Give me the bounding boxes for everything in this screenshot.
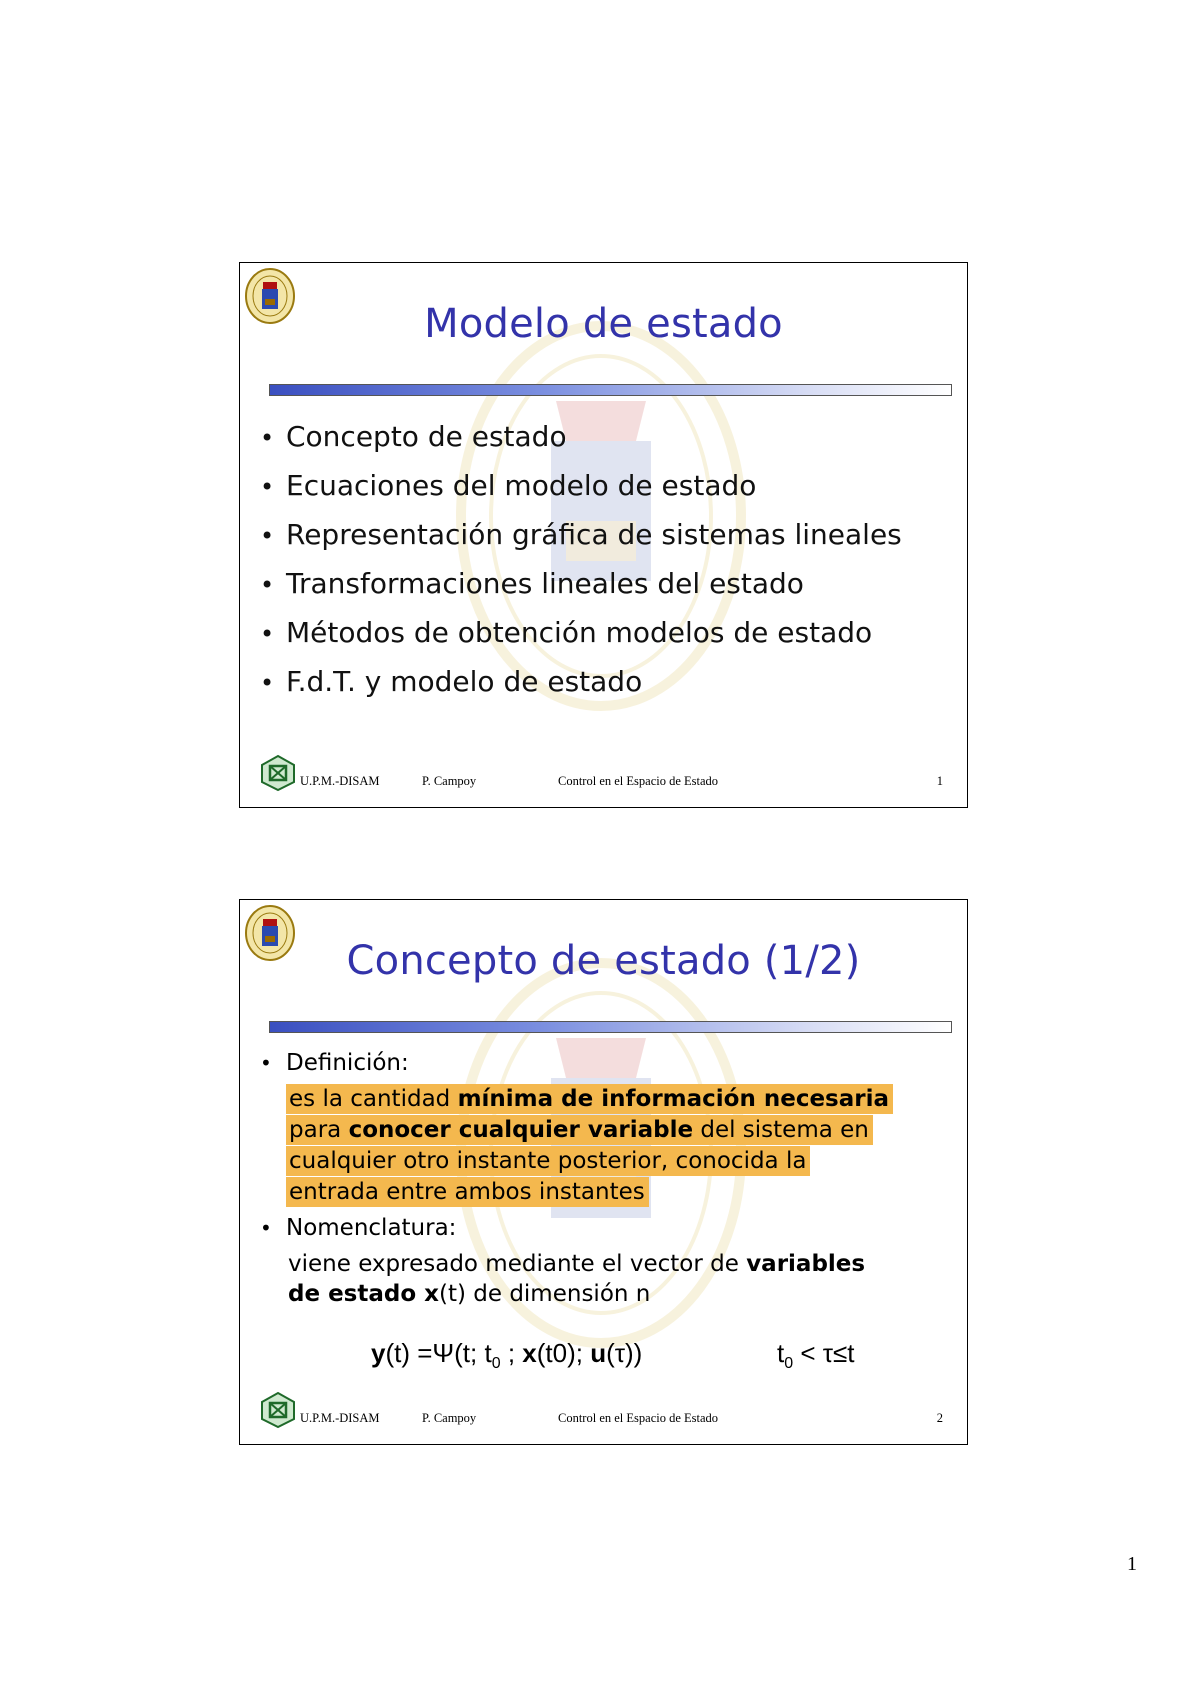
bullet-icon: • [260, 522, 275, 550]
footer-org: U.P.M.-DISAM [300, 1411, 380, 1425]
slide-1 [239, 262, 968, 808]
text-run: entrada entre ambos instantes [289, 1179, 645, 1205]
bullet-icon: • [260, 424, 275, 452]
footer-org: U.P.M.-DISAM [300, 774, 380, 788]
text-line [286, 1084, 893, 1114]
footer-page-number: 2 [936, 1411, 943, 1425]
text-run: es la cantidad [289, 1086, 458, 1112]
text-run: para [289, 1117, 349, 1143]
text-line [286, 1177, 649, 1207]
bullet-icon: • [260, 473, 275, 501]
bold-text: conocer cualquier variable [348, 1117, 694, 1143]
text-run: del sistema en [693, 1117, 869, 1143]
list-item: • Transformaciones lineales del estado [260, 560, 957, 609]
footer-course: Control en el Espacio de Estado [558, 774, 719, 788]
topic-list [260, 413, 957, 707]
text-run: (t) de dimensión n [438, 1281, 651, 1307]
text-line [288, 1249, 947, 1279]
bullet-icon: • [260, 1051, 272, 1075]
slide-footer [240, 1391, 967, 1431]
footer-author: P. Campoy [422, 1411, 477, 1425]
slide-title: Concepto de estado (1/2) [346, 938, 861, 984]
list-item: • Concepto de estado [260, 413, 957, 462]
text-run: viene expresado mediante el vector de [288, 1251, 747, 1277]
text-line [286, 1115, 873, 1145]
nomenclature-heading: • Nomenclatura: [260, 1215, 457, 1241]
definition-heading: • Definición: [260, 1050, 409, 1076]
time-condition: $t_0 < \tau\le t$ [777, 1338, 855, 1373]
definition-highlighted-text [286, 1084, 926, 1207]
text-run: cualquier otro instante posterior, conocida la [289, 1148, 807, 1174]
bold-text: variables [746, 1251, 866, 1277]
footer-course: Control en el Espacio de Estado [558, 1411, 719, 1425]
title-gradient-bar [269, 1021, 952, 1033]
slide-2 [239, 899, 968, 1445]
title-gradient-bar [269, 384, 952, 396]
text-line [286, 1146, 810, 1176]
text-line [288, 1279, 947, 1309]
state-formula [240, 1338, 967, 1378]
list-item: • Representación gráfica de sistemas lineales [260, 511, 957, 560]
slide-body [260, 1048, 947, 1309]
list-item: • Ecuaciones del modelo de estado [260, 462, 957, 511]
list-item: • F.d.T. y modelo de estado [260, 658, 957, 707]
footer-page-number: 1 [936, 774, 943, 788]
bullet-icon: • [260, 620, 275, 648]
disam-logo-icon [260, 1391, 296, 1429]
bold-text: mínima de información necesaria [457, 1086, 890, 1112]
bold-text: de estado x [288, 1281, 439, 1307]
slide-title: Modelo de estado [424, 301, 783, 347]
page-number: 1 [1127, 1553, 1137, 1575]
disam-logo-icon [260, 754, 296, 792]
bullet-icon: • [260, 571, 275, 599]
slide-footer [240, 754, 967, 794]
bullet-icon: • [260, 669, 275, 697]
footer-author: P. Campoy [422, 774, 477, 788]
output-equation: y(t) =Ψ(t; $t_0$ ; x(t0); u(τ)) [371, 1338, 643, 1373]
list-item: • Métodos de obtención modelos de estado [260, 609, 957, 658]
bullet-icon: • [260, 1216, 272, 1240]
nomenclature-text [260, 1249, 947, 1309]
